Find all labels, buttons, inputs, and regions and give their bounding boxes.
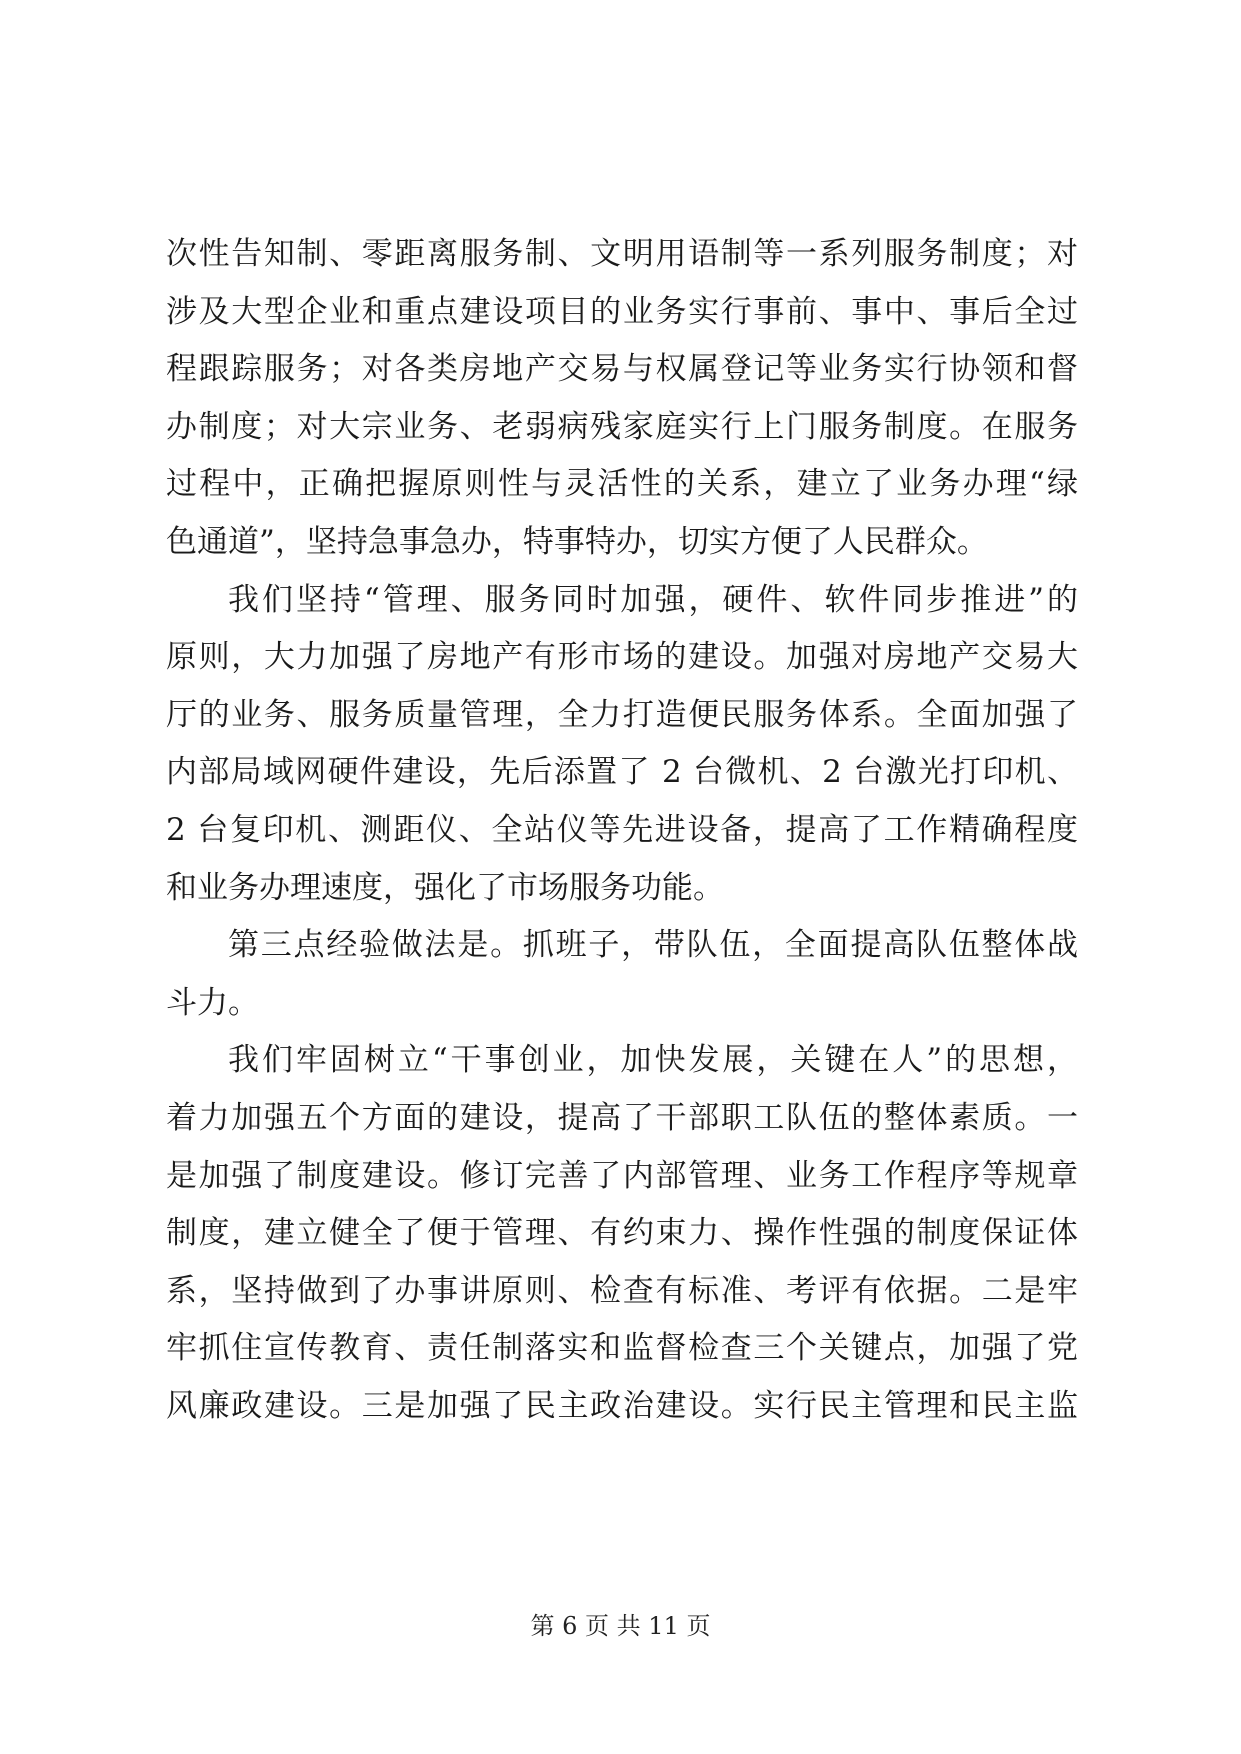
text-line: 我们坚持“管理、服务同时加强，硬件、软件同步推进”的 [228,581,1078,618]
text-line: 制度，建立健全了便于管理、有约束力、操作性强的制度保证体 [166,1215,1078,1252]
text-line: 系，坚持做到了办事讲原则、检查有标准、考评有依据。二是牢 [166,1272,1078,1309]
text-line: 2 台复印机、测距仪、全站仪等先进设备，提高了工作精确程度 [166,811,1078,848]
text-line: 厅的业务、服务质量管理，全力打造便民服务体系。全面加强了 [166,696,1078,733]
text-line: 色通道”，坚持急事急办，特事特办，切实方便了人民群众。 [166,523,988,560]
text-line: 过程中，正确把握原则性与灵活性的关系，建立了业务办理“绿 [166,466,1078,503]
text-line: 我们牢固树立“干事创业，加快发展，关键在人”的思想， [228,1042,1078,1079]
text-line: 和业务办理速度，强化了市场服务功能。 [166,869,724,906]
text-line: 程跟踪服务；对各类房地产交易与权属登记等业务实行协领和督 [166,351,1078,388]
text-line: 原则，大力加强了房地产有形市场的建设。加强对房地产交易大 [166,639,1078,676]
text-line: 斗力。 [166,984,259,1021]
text-line: 次性告知制、零距离服务制、文明用语制等一系列服务制度；对 [166,236,1078,272]
text-line: 着力加强五个方面的建设，提高了干部职工队伍的整体素质。一 [166,1099,1078,1136]
text-line: 是加强了制度建设。修订完善了内部管理、业务工作程序等规章 [166,1157,1078,1194]
text-line: 办制度；对大宗业务、老弱病残家庭实行上门服务制度。在服务 [166,408,1078,445]
text-line: 风廉政建设。三是加强了民主政治建设。实行民主管理和民主监 [166,1387,1078,1424]
page-footer: 第 6 页 共 11 页 [530,1612,711,1640]
text-line: 第三点经验做法是。抓班子，带队伍，全面提高队伍整体战 [228,927,1078,964]
text-line: 牢抓住宣传教育、责任制落实和监督检查三个关键点，加强了党 [166,1330,1078,1367]
body-text [166,226,1078,1435]
text-line: 涉及大型企业和重点建设项目的业务实行事前、事中、事后全过 [166,293,1078,330]
text-line: 内部局域网硬件建设，先后添置了 2 台微机、2 台激光打印机、 [166,754,1078,791]
